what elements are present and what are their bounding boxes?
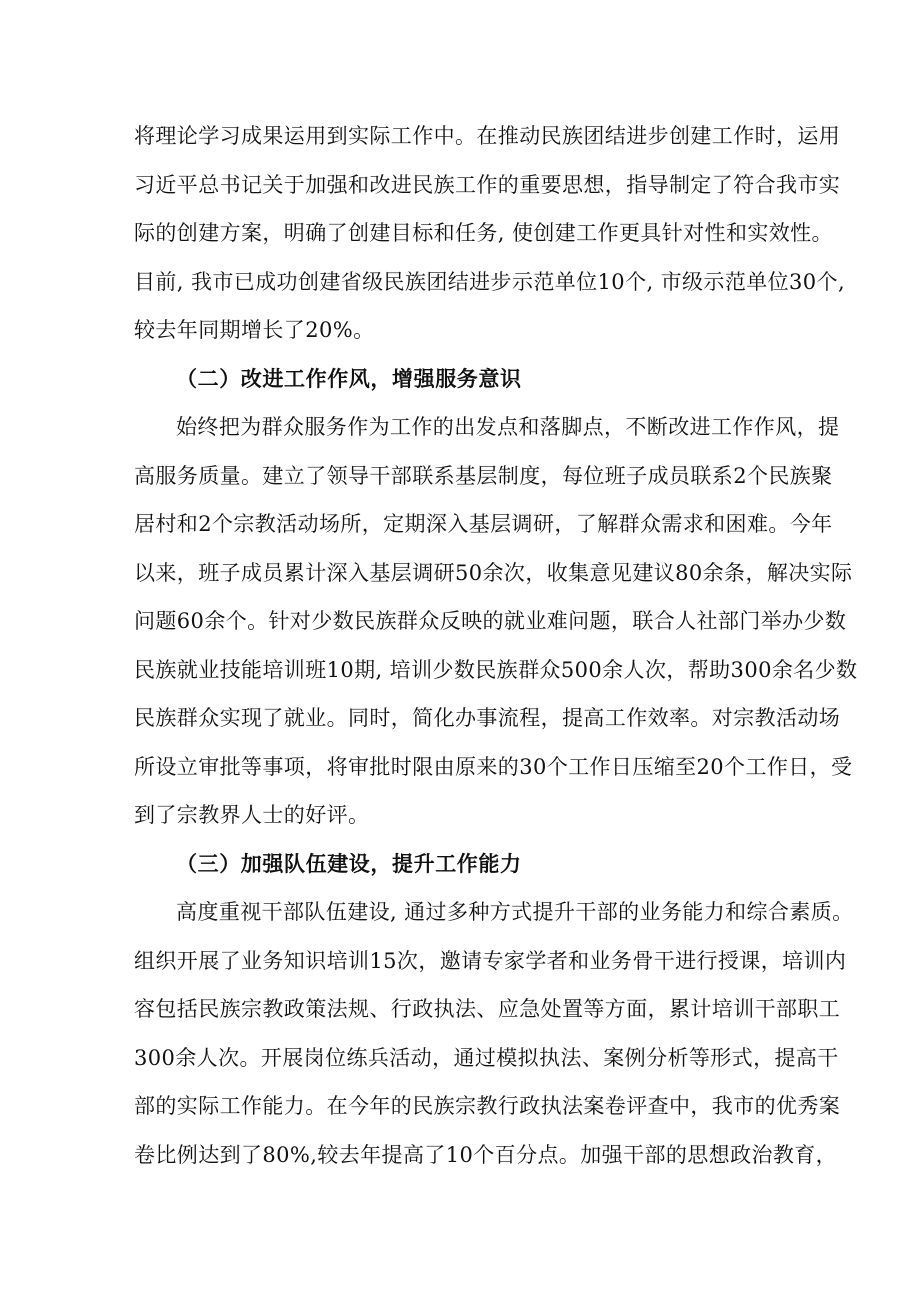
text-line: 居村和2个宗教活动场所，定期深入基层调研，了解群众需求和困难。今年 [134, 512, 833, 536]
text-line: 所设立审批等事项，将审批时限由原来的30个工作日压缩至20个工作日，受 [134, 754, 853, 779]
text-line: 目前, 我市已成功创建省级民族团结进步示范单位10个, 市级示范单位30个, [134, 269, 846, 294]
text-line: 际的创建方案，明确了创建目标和任务, 使创建工作更具针对性和实效性。 [134, 221, 833, 245]
paragraph-1 [134, 112, 846, 355]
text-line: 高度重视干部队伍建设, 通过多种方式提升干部的业务能力和综合素质。 [176, 900, 854, 924]
document-page [134, 112, 858, 1179]
paragraph-2 [134, 403, 858, 840]
text-line: 以来，班子成员累计深入基层调研50余次，收集意见建议80余条，解决实际 [134, 560, 853, 585]
text-line: 习近平总书记关于加强和改进民族工作的重要思想，指导制定了符合我市实 [134, 172, 841, 197]
section-heading-2: （二）改进工作作风，增强服务意识 [176, 365, 522, 391]
text-line: 将理论学习成果运用到实际工作中。在推动民族团结进步创建工作时，运用 [134, 124, 841, 148]
section-heading-3: （三）加强队伍建设，提升工作能力 [176, 850, 522, 876]
text-line: 300余人次。开展岗位练兵活动，通过模拟执法、案例分析等形式，提高干 [134, 1045, 839, 1070]
text-line: 组织开展了业务知识培训15次，邀请专家学者和业务骨干进行授课，培训内 [134, 948, 847, 973]
text-line: 容包括民族宗教政策法规、行政执法、应急处置等方面，累计培训干部职工 [134, 997, 841, 1021]
text-line: 部的实际工作能力。在今年的民族宗教行政执法案卷评查中，我市的优秀案 [134, 1094, 841, 1118]
text-line: 问题60余个。针对少数民族群众反映的就业难问题，联合人社部门举办少数 [134, 609, 847, 633]
text-line: 始终把为群众服务作为工作的出发点和落脚点，不断改进工作作风，提 [176, 415, 840, 439]
text-line: 民族群众实现了就业。同时，简化办事流程，提高工作效率。对宗教活动场 [134, 706, 841, 730]
text-line: 高服务质量。建立了领导干部联系基层制度，每位班子成员联系2个民族聚 [134, 463, 833, 488]
text-line: 较去年同期增长了20%。 [134, 318, 375, 342]
text-line: 卷比例达到了80%,较去年提高了10个百分点。加强干部的思想政治教育， [134, 1142, 838, 1167]
text-line: 到了宗教界人士的好评。 [134, 803, 370, 827]
paragraph-3 [134, 888, 854, 1179]
text-line: 民族就业技能培训班10期, 培训少数民族群众500余人次，帮助300余名少数 [134, 657, 858, 682]
